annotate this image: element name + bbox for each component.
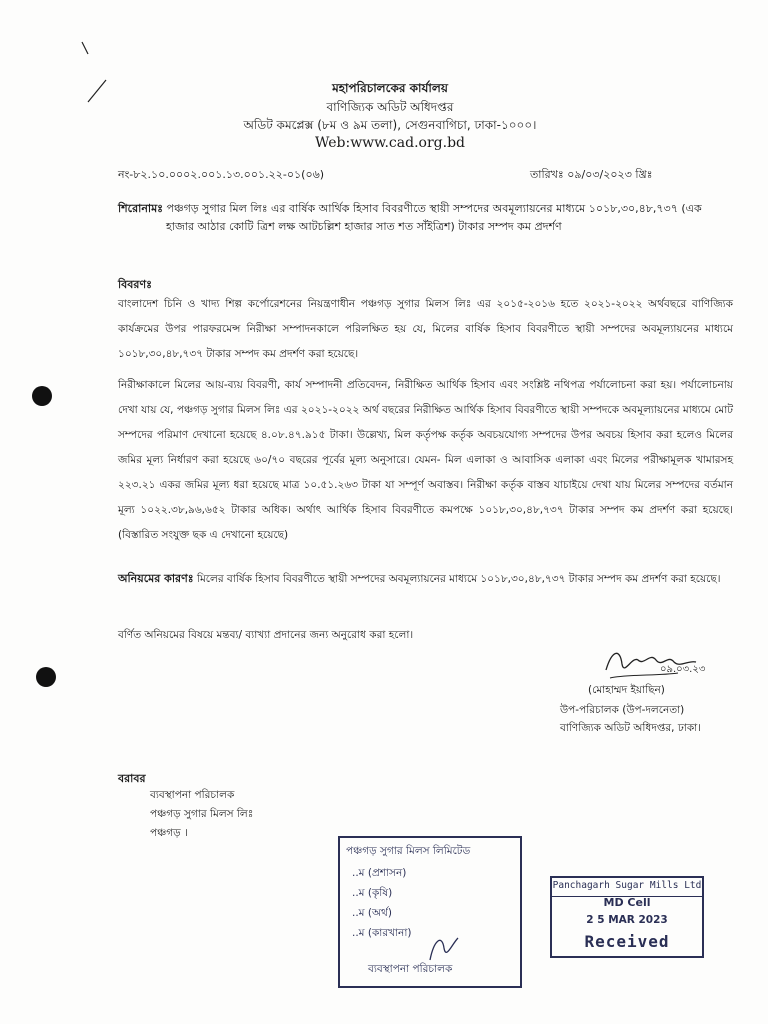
subject-text-1: পঞ্চগড় সুগার মিল লিঃ এর বার্ষিক আর্থিক হিসাব বিবরণীতে স্থায়ী সম্পদের অবমূল্যায়নের মাধ্যমে ১০১৮,৩০,৪৮,৭৩৭ (এক xyxy=(166,202,702,215)
request-line: বর্ণিত অনিয়মের বিষয়ে মন্তব্য/ ব্যাখ্যা প্রদানের জন্য অনুরোধ করা হলো। xyxy=(118,629,414,641)
cause-text: মিলের বার্ষিক হিসাব বিবরণীতে স্থায়ী সম্পদের অবমূল্যায়নের মাধ্যমে ১০১৮,৩০,৪৮,৭৩৭ টাকার সম্পদ কম প্রদর্শণ করা হয়েছে। xyxy=(196,573,721,585)
received-stamp xyxy=(550,876,704,958)
stamp-mill-line-1: ..ম (প্রশাসন) xyxy=(352,867,407,879)
received-company: Panchagarh Sugar Mills Ltd xyxy=(552,880,702,891)
recipient-line-2: পঞ্চগড় সুগার মিলস লিঃ xyxy=(150,808,254,820)
subject-text-2: হাজার আঠার কোটি ত্রিশ লক্ষ আটচল্লিশ হাজার সাত শত সাঁইত্রিশ) টাকার সম্পদ কম প্রদর্শণ xyxy=(166,220,562,233)
subject-label: শিরোনামঃ xyxy=(118,202,164,215)
signatory-name: (মোহাম্মদ ইয়াছিন) xyxy=(588,684,665,696)
pen-stroke-mark xyxy=(80,40,120,110)
signatory-office: বাণিজ্যিক অডিট অধিদপ্তর, ঢাকা। xyxy=(560,722,701,734)
reference-number: নং-৮২.১০.০০০২.০০১.১৩.০০১.২২-০১(০৬) xyxy=(118,168,325,181)
cause-label: অনিয়মের কারণঃ xyxy=(118,572,194,585)
stamp-mill-footer: ব্যবস্থাপনা পরিচালক xyxy=(368,963,453,975)
received-cell: MD Cell xyxy=(603,896,651,909)
mill-distribution-stamp xyxy=(338,836,522,988)
recipient-line-1: ব্যবস্থাপনা পরিচালক xyxy=(150,789,235,801)
website: Web:www.cad.org.bd xyxy=(314,135,465,151)
office-title: মহাপরিচালকের কার্যালয় xyxy=(332,81,448,95)
memo-date: তারিখঃ ০৯/০৩/২০২৩ খ্রিঃ xyxy=(530,168,653,181)
stamp-initial-mark xyxy=(424,930,464,966)
office-address: অডিট কমপ্লেক্স (৮ম ও ৯ম তলা), সেগুনবাগিচা, ঢাকা-১০০০। xyxy=(243,118,537,132)
description-paragraph-2: নিরীক্ষাকালে মিলের আয়-ব্যয় বিবরণী, কার্য সম্পাদনী প্রতিবেদন, নিরীক্ষিত আর্থিক হিসাব এবং সংশ্লিষ্ট নথিপত্র পর্যালোচনা করা হয়। পর্যালোচনায় দেখা যায় যে, পঞ্চগড় সুগার মিলস লিঃ এর ২০২১-২০২২ অর্থ বছরের নিরীক্ষিত আর্থিক হিসাব বিবরণীতে স্থায়ী সম্পদকে অবমূল্যায়নের মাধ্যমে মোট সম্পদের পরিমাণ দেখানো হয়েছে ৪.০৮.৪৭.৯১৫ টাকা। উল্লেখ্য, মিল কর্তৃপক্ষ কর্তৃক অবচয়যোগ্য সম্পদের উপর অবচয় হিসাব করা হলেও মিলের জমির মূল্য নির্ধারণ করা হয়েছে ৬০/৭০ বছরের পূর্বের মূল্য অনুসারে। যেমন- মিল এলাকা ও আবাসিক এলাকা এবং মিলের পরীক্ষামূলক খামারসহ ২২৩.২১ একর জমির মূল্য ধরা হয়েছে মাত্র ১০.৫১.২৬৩ টাকা যা সম্পূর্ণ অবাস্তব। নিরীক্ষা কর্তৃক বাস্তব যাচাইয়ে দেখা যায় মিলের সম্পদের বর্তমান মূল্য ১০২২.৩৮,৯৬,৬৫২ টাকার অধিক। অর্থাৎ আর্থিক হিসাব বিবরণীতে কমপক্ষে ১০১৮,৩০,৪৮,৭৩৭ টাকার সম্পদ কম প্রদর্শণ করা হয়েছে। (বিস্তারিত সংযুক্ত ছক এ দেখানো হয়েছে) xyxy=(118,379,733,541)
description-paragraph-1: বাংলাদেশ চিনি ও খাদ্য শিল্প কর্পোরেশনের নিয়ন্ত্রণাধীন পঞ্চগড় সুগার মিলস লিঃ এর ২০১৫-২০১৬ হতে ২০২১-২০২২ অর্থবছরে বাণিজ্যিক কার্যক্রমের উপর পারফরমেন্স নিরীক্ষা সম্পাদনকালে পরিলক্ষিত হয় যে, মিলের বার্ষিক হিসাব বিবরণীতে স্থায়ী সম্পদের অবমূল্যায়নের মাধ্যমে ১০১৮,৩০,৪৮,৭৩৭ টাকার সম্পদ কম প্রদর্শণ করা হয়েছে। xyxy=(118,298,733,360)
punch-hole xyxy=(32,386,52,406)
stamp-mill-line-2: ..ম (কৃষি) xyxy=(352,887,393,899)
received-status: Received xyxy=(584,932,670,951)
recipient-label: বরাবর xyxy=(118,772,146,785)
subject-block xyxy=(118,200,718,236)
cause-paragraph xyxy=(118,566,733,592)
signature-date: ০৯.০৩.২৩ xyxy=(660,664,706,675)
received-date: 2 5 MAR 2023 xyxy=(586,914,668,926)
stamp-mill-line-4: ..ম (কারখানা) xyxy=(352,927,412,939)
stamp-mill-line-3: ..ম (অর্থ) xyxy=(352,907,392,919)
stamp-mill-title: পঞ্চগড় সুগার মিলস লিমিটেড xyxy=(346,845,471,857)
description-heading: বিবরণঃ xyxy=(118,278,152,291)
recipient-line-3: পঞ্চগড় । xyxy=(150,827,188,839)
signatory-designation: উপ-পরিচালক (উপ-দলনেতা) xyxy=(560,704,685,716)
directorate-name: বাণিজ্যিক অডিট অধিদপ্তর xyxy=(326,100,454,114)
punch-hole xyxy=(36,667,56,687)
